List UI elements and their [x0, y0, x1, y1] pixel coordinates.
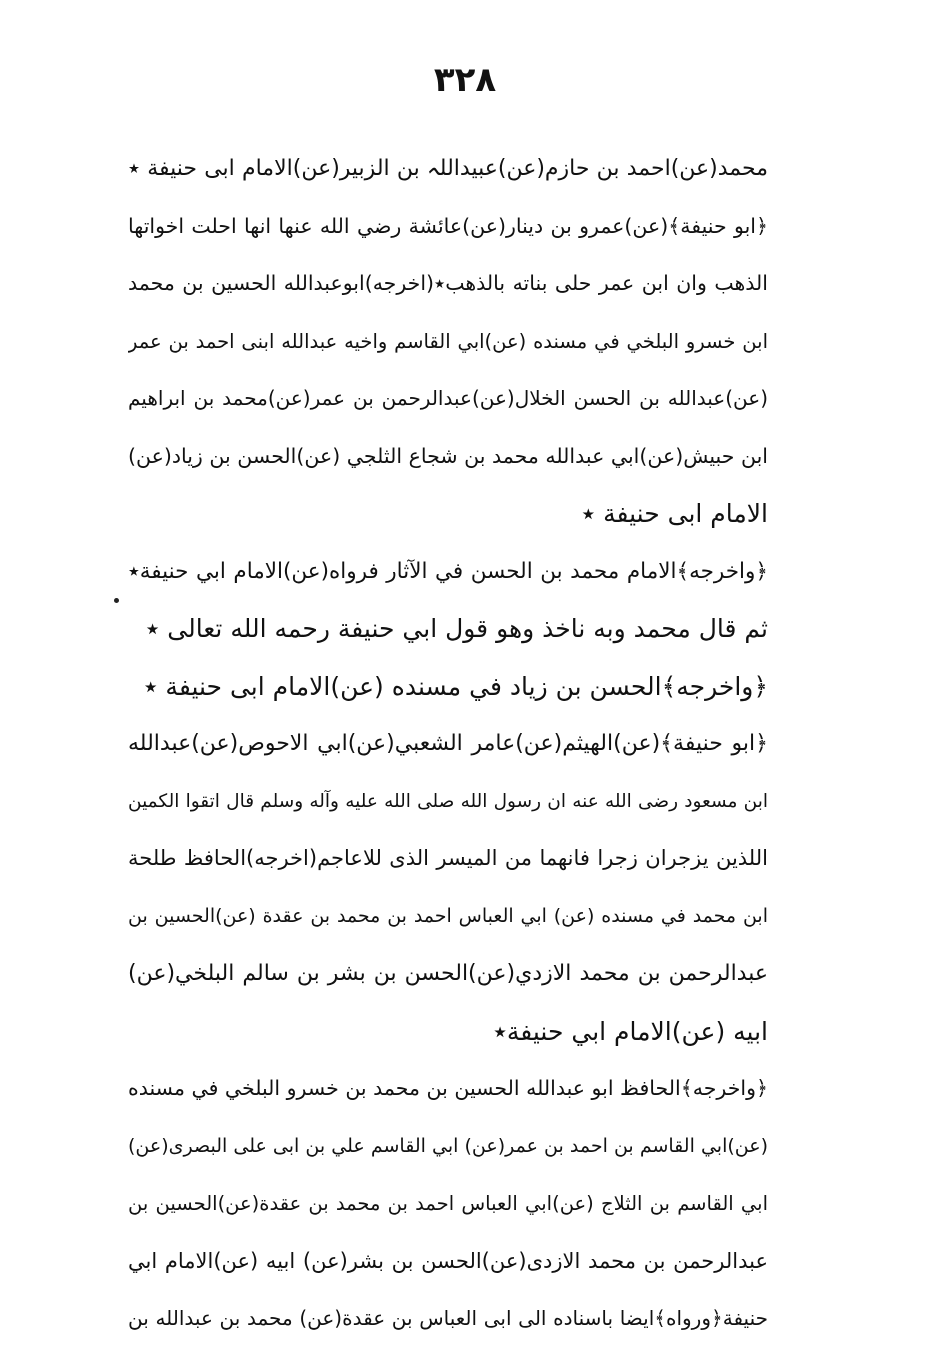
- text-line-4: ابن خسرو البلخي في مسنده (عن)ابي القاسم واخيه عبدالله ابنی احمد بن عمر: [128, 329, 768, 353]
- text-line-1: محمد(عن)احمد بن حازم(عن)عبيداللہ بن الزبير(عن)الامام ابی حنيفة ٭: [128, 156, 768, 181]
- text-line-7: الامام ابی حنيفة ٭: [581, 499, 768, 528]
- text-line-21: حنيفة﴿ورواه﴾ايضا باسناده الى ابی العباس بن عقدة(عن) محمد بن عبدالله بن: [128, 1306, 768, 1330]
- text-line-2: ﴿ابو حنيفة﴾(عن)عمرو بن دينار(عن)عائشة رضي الله عنها انها احلت اخواتها: [128, 213, 768, 238]
- text-line-15: عبدالرحمن بن محمد الازدي(عن)الحسن بن بشر بن سالم البلخي(عن): [128, 961, 768, 986]
- text-line-8: ﴿واخرجه﴾الامام محمد بن الحسن في الآثار فرواه(عن)الامام ابي حنيفة٭: [128, 558, 768, 584]
- page-number: ٣٢٨: [433, 60, 497, 100]
- text-line-5: (عن)عبدالله بن الحسن الخلال(عن)عبدالرحمن بن عمر(عن)محمد بن ابراهيم: [128, 386, 768, 410]
- text-line-9: ثم قال محمد وبه ناخذ وهو قول ابي حنيفة رحمه الله تعالى ٭: [145, 614, 768, 643]
- text-line-18: (عن)ابي القاسم بن احمد بن عمر(عن) ابي القاسم علي بن ابی علی البصری(عن): [128, 1134, 768, 1157]
- text-line-3: الذهب وان ابن عمر حلى بناته بالذهب٭(اخرجه)ابوعبدالله الحسين بن محمد: [128, 271, 768, 295]
- text-line-14: ابن محمد في مسنده (عن) ابي العباس احمد بن محمد بن عقدة (عن)الحسين بن: [128, 904, 768, 927]
- text-line-10: ﴿واخرجه﴾الحسن بن زياد في مسنده (عن)الامام ابی حنيفة ٭: [143, 671, 768, 701]
- text-line-17: ﴿واخرجه﴾الحافظ ابو عبدالله الحسين بن محمد بن خسرو البلخي في مسنده: [128, 1076, 768, 1100]
- text-line-20: عبدالرحمن بن محمد الازدی(عن)الحسن بن بشر(عن) ابيه (عن)الامام ابي: [128, 1248, 768, 1273]
- page-text: [128, 140, 768, 1348]
- text-line-16: ابيه (عن)الامام ابي حنيفة٭: [493, 1016, 768, 1046]
- text-line-6: ابن حبيش(عن)ابي عبدالله محمد بن شجاع الثلجي (عن)الحسن بن زياد(عن): [128, 443, 768, 468]
- text-line-13: اللذين يزجران زجرا فانهما من الميسر الذی للاعاجم(اخرجه)الحافظ طلحة: [128, 846, 768, 870]
- text-line-12: ابن مسعود رضی الله عنه ان رسول الله صلی الله عليه وآله وسلم قال اتقوا الكمين: [128, 790, 768, 812]
- text-line-19: ابي القاسم بن الثلاج (عن)ابي العباس احمد بن محمد بن عقدة(عن)الحسين بن: [128, 1192, 768, 1215]
- ink-speck: [114, 598, 119, 603]
- text-line-11: ﴿ابو حنيفة﴾(عن)الهيثم(عن)عامر الشعبي(عن)ابي الاحوص(عن)عبدالله: [128, 731, 768, 756]
